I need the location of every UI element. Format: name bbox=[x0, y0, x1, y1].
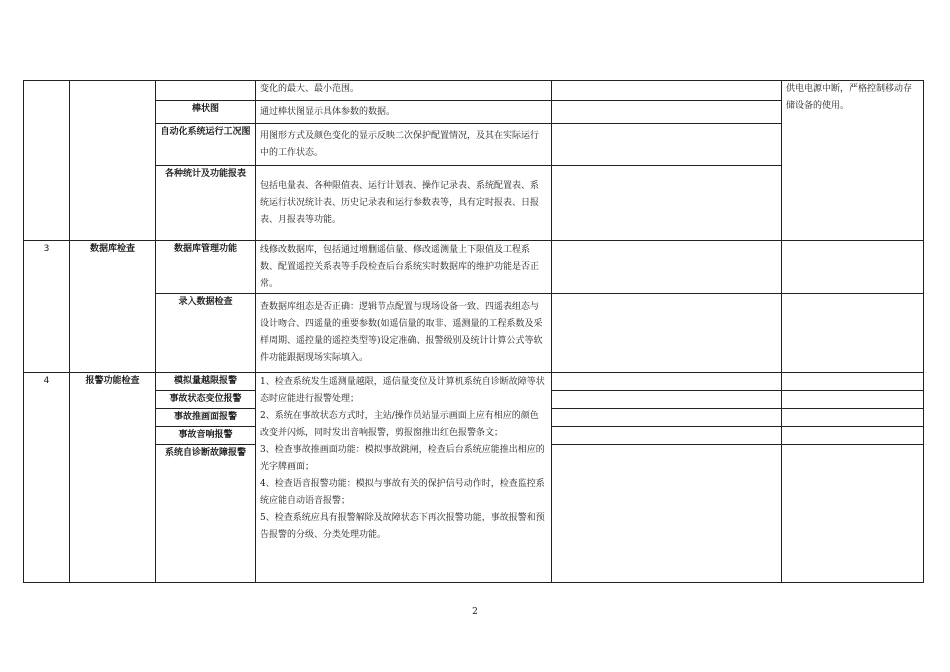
description-line: 3、检查事故推画面功能：模拟事故跳闸，检查后台系统应能推出相应的光字牌画面； bbox=[260, 445, 545, 472]
table-row bbox=[24, 241, 924, 294]
remarks-cell bbox=[782, 373, 924, 391]
remarks-cell bbox=[782, 294, 924, 373]
result-cell bbox=[552, 241, 782, 294]
description-line: 5、检查系统应具有报警解除及故障状态下再次报警功能，事故报警和预告报警的分级、分类处理功能。 bbox=[260, 513, 545, 540]
description-cell: 变化的最大、最小范围。 bbox=[256, 81, 552, 101]
result-cell bbox=[552, 391, 782, 409]
item-cell: 事故推画面报警 bbox=[156, 409, 256, 427]
description-cell: 通过棒状图显示具体参数的数据。 bbox=[256, 101, 552, 124]
result-cell bbox=[552, 409, 782, 427]
inspection-table bbox=[23, 80, 924, 583]
section-name: 报警功能检查 bbox=[70, 373, 156, 583]
table-row bbox=[24, 373, 924, 391]
item-cell bbox=[156, 81, 256, 101]
result-cell bbox=[552, 445, 782, 583]
description-line: 2、系统在事故状态方式时，主站/操作员站显示画面上应有相应的颜色改变并闪烁，同时发出音响报警，剪报窗推出红色报警条文； bbox=[260, 411, 539, 438]
section-number: 4 bbox=[24, 373, 70, 583]
item-cell: 录入数据检查 bbox=[156, 294, 256, 373]
number-cell bbox=[24, 81, 70, 241]
result-cell bbox=[552, 427, 782, 445]
result-cell bbox=[552, 124, 782, 166]
remarks-cell bbox=[782, 427, 924, 445]
remarks-cell bbox=[782, 445, 924, 583]
item-cell: 棒状图 bbox=[156, 101, 256, 124]
item-cell: 数据库管理功能 bbox=[156, 241, 256, 294]
item-cell: 事故状态变位报警 bbox=[156, 391, 256, 409]
item-cell: 模拟量越限报警 bbox=[156, 373, 256, 391]
description-cell: 用图形方式及颜色变化的显示反映二次保护配置情况，及其在实际运行中的工作状态。 bbox=[256, 124, 552, 166]
description-line: 4、检查语音报警功能：模拟与事故有关的保护信号动作时，检查监控系统应能自动语音报警； bbox=[260, 479, 545, 506]
remarks-cell bbox=[782, 241, 924, 294]
category-cell bbox=[70, 81, 156, 241]
result-cell bbox=[552, 81, 782, 101]
remarks-cell bbox=[782, 391, 924, 409]
item-cell: 事故音响报警 bbox=[156, 427, 256, 445]
alarm-description-cell bbox=[256, 373, 552, 583]
table-row bbox=[24, 81, 924, 101]
section-number: 3 bbox=[24, 241, 70, 373]
result-cell bbox=[552, 294, 782, 373]
item-cell: 各种统计及功能报表 bbox=[156, 166, 256, 241]
item-cell: 自动化系统运行工况图 bbox=[156, 124, 256, 166]
table-row bbox=[24, 294, 924, 373]
item-cell: 系统自诊断故障报警 bbox=[156, 445, 256, 583]
description-cell: 线修改数据库，包括通过增删遥信量、修改遥测量上下限值及工程系数、配置遥控关系表等手段检查后台系统实时数据库的维护功能是否正常。 bbox=[256, 241, 552, 294]
result-cell bbox=[552, 101, 782, 124]
section-name: 数据库检查 bbox=[70, 241, 156, 373]
result-cell bbox=[552, 373, 782, 391]
description-cell: 查数据库组态是否正确：逻辑节点配置与现场设备一致、四遥表组态与设计吻合、四遥量的重要参数(如遥信量的取非、遥测量的工程系数及采样周期、遥控量的遥控类型等)设定准确、报警级别及统计计算公式等软件功能跟据现场实际填入。 bbox=[256, 294, 552, 373]
page-number: 2 bbox=[472, 607, 478, 617]
description-cell: 包括电量表、各种限值表、运行计划表、操作记录表、系统配置表、系统运行状况统计表、历史记录表和运行参数表等，具有定时报表、日报表、月报表等功能。 bbox=[256, 166, 552, 241]
result-cell bbox=[552, 166, 782, 241]
description-line: 1、检查系统发生遥测量越限，遥信量变位及计算机系统自诊断故障等状态时应能进行报警处理； bbox=[260, 377, 545, 404]
remarks-cell bbox=[782, 409, 924, 427]
remarks-cell: 供电电源中断，严格控制移动存储设备的使用。 bbox=[782, 81, 924, 241]
